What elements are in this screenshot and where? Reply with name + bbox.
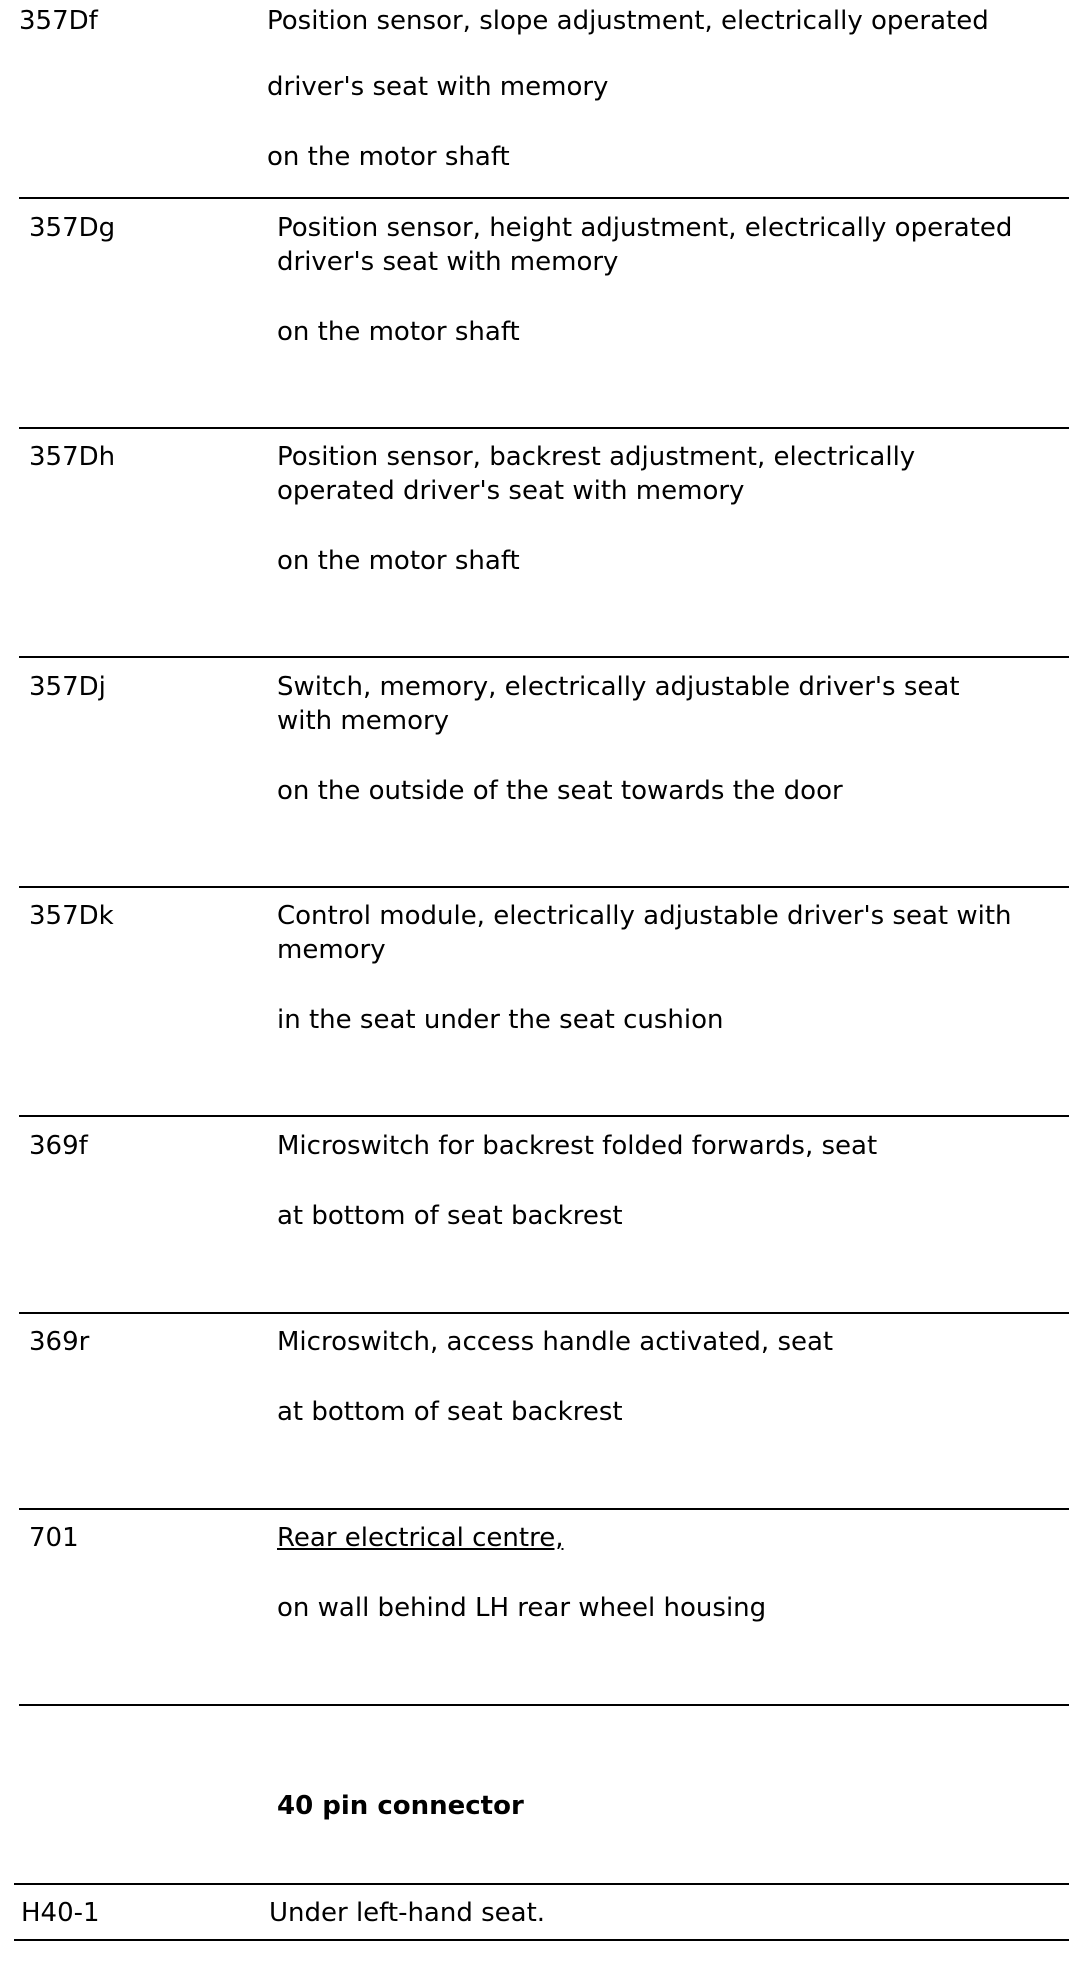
component-location: in the seat under the seat cushion [277, 1005, 724, 1035]
row-divider [19, 1704, 1069, 1706]
row-divider [19, 1115, 1069, 1117]
component-code: 357Dg [29, 213, 116, 243]
row-divider [19, 656, 1069, 658]
component-description-link[interactable]: Rear electrical centre, [277, 1523, 564, 1553]
component-code: 357Df [19, 6, 98, 36]
component-description: Microswitch, access handle activated, seat [277, 1327, 834, 1357]
component-description: Position sensor, slope adjustment, electrically operated [267, 6, 989, 36]
component-description: memory [277, 935, 386, 965]
row-divider [19, 1312, 1069, 1314]
component-description: driver's seat with memory [277, 247, 619, 277]
component-description: Position sensor, height adjustment, electrically operated [277, 213, 1013, 243]
component-location: on the motor shaft [267, 142, 510, 172]
row-divider [14, 1939, 1069, 1941]
connector-location: Under left-hand seat. [269, 1898, 546, 1928]
row-divider [19, 197, 1069, 199]
row-divider [19, 1508, 1069, 1510]
component-code: 357Dk [29, 901, 114, 931]
component-location: on the motor shaft [277, 317, 520, 347]
component-code: 369r [29, 1327, 90, 1357]
component-description: Switch, memory, electrically adjustable driver's seat [277, 672, 960, 702]
component-location: at bottom of seat backrest [277, 1201, 623, 1231]
component-location: on the outside of the seat towards the door [277, 776, 843, 806]
row-divider [14, 1883, 1069, 1885]
component-location: at bottom of seat backrest [277, 1397, 623, 1427]
component-code: 369f [29, 1131, 88, 1161]
component-description: operated driver's seat with memory [277, 476, 745, 506]
connector-code: H40-1 [21, 1898, 100, 1928]
component-description: Microswitch for backrest folded forwards, seat [277, 1131, 878, 1161]
row-divider [19, 886, 1069, 888]
component-description: Control module, electrically adjustable driver's seat with [277, 901, 1012, 931]
row-divider [19, 427, 1069, 429]
component-code: 357Dh [29, 442, 116, 472]
component-description: driver's seat with memory [267, 72, 609, 102]
component-code: 701 [29, 1523, 79, 1553]
component-location: on wall behind LH rear wheel housing [277, 1593, 767, 1623]
component-code: 357Dj [29, 672, 106, 702]
component-location: on the motor shaft [277, 546, 520, 576]
section-heading: 40 pin connector [277, 1791, 524, 1821]
component-description: with memory [277, 706, 450, 736]
component-description: Position sensor, backrest adjustment, electrically [277, 442, 916, 472]
